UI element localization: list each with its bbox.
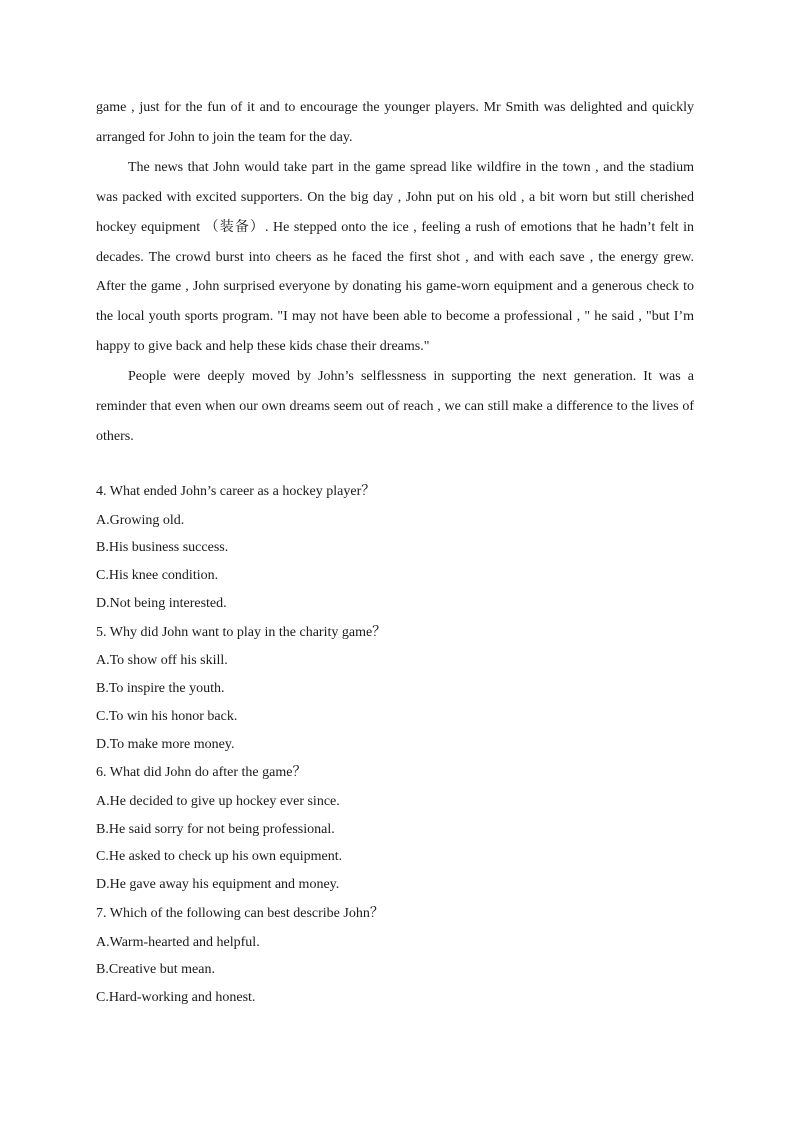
answer-option-b: B.His business success. bbox=[96, 540, 229, 556]
question-stem: 4. What ended John’s career as a hockey player？ bbox=[96, 484, 376, 499]
question-stem: 7. Which of the following can best describe John？ bbox=[96, 906, 384, 922]
answer-option-a: A.Warm-hearted and helpful. bbox=[96, 934, 260, 950]
passage-paragraph-2: The news that John would take part in the game spread like wildfire in the town , and the stadium was packed with excited supporters. On the big day , John put on his old , a bit worn but still cherished hockey equipment （装备）. He stepped onto the ice , feeling a rush of emotions that he hadn’t felt in decades. The crowd burst into cheers as he faced the first shot , and with each save , the energy grew. After the game , John surprised everyone by donating his game-worn equipment and a generous check to the local youth sports program. "I may not have been able to become a professional , " he said , "but I’m happy to give back and help these kids chase their dreams." bbox=[96, 159, 694, 355]
answer-option-d: D.He gave away his equipment and money. bbox=[96, 877, 340, 893]
passage-paragraph-1: game , just for the fun of it and to encourage the younger players. Mr Smith was delighted and quickly arranged for John to join the team for the day. bbox=[96, 100, 694, 145]
answer-option-c: C.Hard-working and honest. bbox=[96, 990, 256, 1006]
question-5 bbox=[96, 618, 696, 759]
answer-option-a: A.To show off his skill. bbox=[96, 653, 228, 669]
answer-option-a: A.Growing old. bbox=[96, 512, 185, 528]
question-stem: 6. What did John do after the game？ bbox=[96, 765, 307, 781]
question-list bbox=[96, 477, 696, 1012]
question-stem: 5. Why did John want to play in the charity game？ bbox=[96, 624, 387, 640]
answer-option-a: A.He decided to give up hockey ever since. bbox=[96, 793, 340, 809]
question-7 bbox=[96, 899, 696, 1012]
answer-option-d: D.To make more money. bbox=[96, 736, 235, 752]
answer-option-c: C.His knee condition. bbox=[96, 568, 219, 584]
answer-option-c: C.To win his honor back. bbox=[96, 708, 238, 724]
reading-passage bbox=[96, 93, 694, 452]
question-6 bbox=[96, 758, 696, 899]
answer-option-d: D.Not being interested. bbox=[96, 595, 227, 611]
question-4 bbox=[96, 477, 696, 618]
answer-option-b: B.To inspire the youth. bbox=[96, 680, 225, 696]
answer-option-b: B.He said sorry for not being professional. bbox=[96, 821, 335, 837]
answer-option-b: B.Creative but mean. bbox=[96, 962, 215, 978]
passage-paragraph-3: People were deeply moved by John’s selflessness in supporting the next generation. It was a reminder that even when our own dreams seem out of reach , we can still make a difference to the lives of others. bbox=[96, 369, 694, 444]
answer-option-c: C.He asked to check up his own equipment. bbox=[96, 849, 343, 865]
